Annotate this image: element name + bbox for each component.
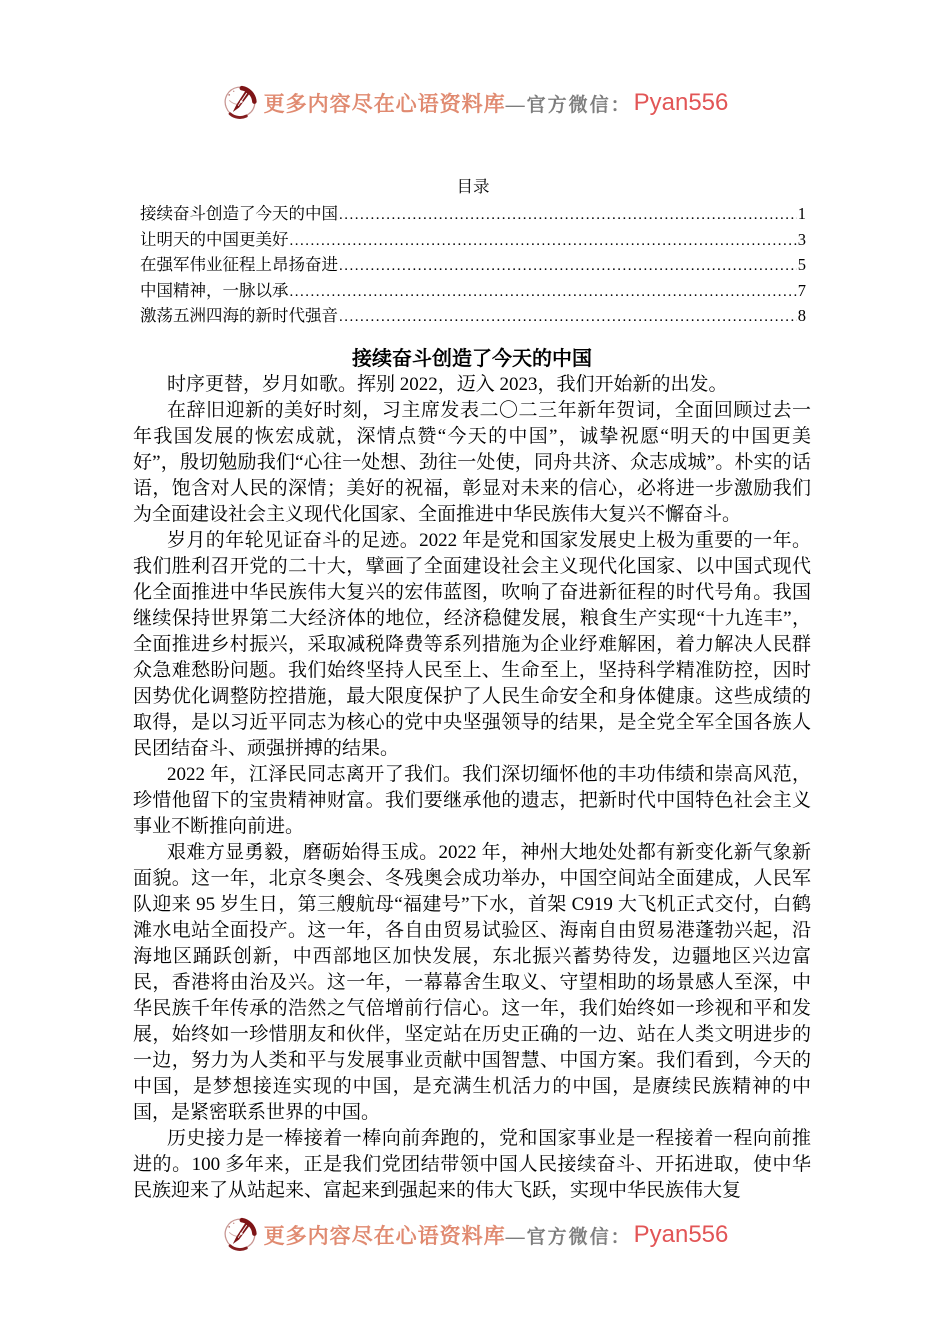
toc-title: 目录	[456, 177, 490, 196]
toc-entry[interactable]	[140, 304, 806, 330]
toc-entry-label[interactable]: 让明天的中国更美好	[140, 229, 289, 249]
toc-entry[interactable]	[140, 202, 806, 228]
toc-dot-leader	[290, 279, 797, 305]
toc-dot-leader	[339, 202, 797, 228]
toc-entry-label[interactable]: 在强军伟业征程上昂扬奋进	[140, 255, 338, 275]
toc-dot-leader	[339, 304, 797, 330]
toc-entry-page: 3	[797, 229, 806, 249]
brand-wechat-id: Pyan556	[633, 1221, 729, 1248]
article-paragraph: 艰难方显勇毅，磨砺始得玉成。2022 年，神州大地处处都有新变化新气象新面貌。这一年，北京冬奥会、冬残奥会成功举办，中国空间站全面建成，人民军队迎来 95 岁生日，第三艘航母“福建号”下水，首架 C919 大飞机正式交付，白鹤滩水电站全面投产。这一年，各自由贸易试验区、海南自由贸易港蓬勃兴起，沿海地区踊跃创新，中西部地区加快发展，东北振兴蓄势待发，边疆地区兴边富民，香港将由治及兴。这一年，一幕幕舍生取义、守望相助的场景感人至深，中华民族千年传承的浩然之气倍增前行信心。这一年，我们始终如一珍视和平和发展，始终如一珍惜朋友和伙伴，坚定站在历史正确的一边、站在人类文明进步的一边，努力为人类和平与发展事业贡献中国智慧、中国方案。我们看到，今天的中国，是梦想接连实现的中国，是充满生机活力的中国，是赓续民族精神的中国，是紧密联系世界的中国。	[133, 842, 811, 1123]
toc-entry[interactable]	[140, 228, 806, 254]
brand-text: 更多内容尽在心语资料库	[263, 92, 506, 116]
header-brand	[0, 84, 950, 122]
pen-nib-logo-icon	[222, 1216, 258, 1254]
pen-nib-logo-icon	[222, 84, 258, 122]
article-paragraph: 岁月的年轮见证奋斗的足迹。2022 年是党和国家发展史上极为重要的一年。我们胜利召开党的二十大，擘画了全面建设社会主义现代化国家、以中国式现代化全面推进中华民族伟大复兴的宏伟蓝图，吹响了奋进新征程的时代号角。我国继续保持世界第二大经济体的地位，经济稳健发展，粮食生产实现“十九连丰”，全面推进乡村振兴，采取减税降费等系列措施为企业纾难解困，着力解决人民群众急难愁盼问题。我们始终坚持人民至上、生命至上，坚持科学精准防控，因时因势优化调整防控措施，最大限度保护了人民生命安全和身体健康。这些成绩的取得，是以习近平同志为核心的党中央坚强领导的结果，是全党全军全国各族人民团结奋斗、顽强拼搏的结果。	[133, 530, 811, 759]
brand-wechat-id: Pyan556	[633, 89, 729, 116]
brand-wechat-label: —官方微信：	[505, 1226, 632, 1248]
toc-entry-label[interactable]: 中国精神，一脉以承	[140, 280, 289, 300]
toc-entry-label[interactable]: 激荡五洲四海的新时代强音	[140, 306, 338, 326]
toc-entry-page: 5	[797, 255, 806, 275]
article-body	[133, 346, 811, 1204]
table-of-contents	[140, 174, 806, 330]
footer-brand	[0, 1216, 950, 1254]
article-paragraph: 时序更替，岁月如歌。挥别 2022，迈入 2023，我们开始新的出发。	[167, 374, 728, 395]
brand-wechat-label: —官方微信：	[505, 94, 632, 116]
toc-entry-page: 1	[797, 204, 806, 223]
article-paragraph: 在辞旧迎新的美好时刻，习主席发表二〇二三年新年贺词，全面回顾过去一年我国发展的恢宏成就，深情点赞“今天的中国”，诚挚祝愿“明天的中国更美好”，殷切勉励我们“心往一处想、劲往一处使，同舟共济、众志成城”。朴实的话语，饱含对人民的深情；美好的祝福，彰显对未来的信心，必将进一步激励我们为全面建设社会主义现代化国家、全面推进中华民族伟大复兴不懈奋斗。	[133, 400, 811, 525]
toc-entry-page: 7	[797, 280, 806, 300]
article-paragraph: 历史接力是一棒接着一棒向前奔跑的，党和国家事业是一程接着一程向前推进的。100 多年来，正是我们党团结带领中国人民接续奋斗、开拓进取，使中华民族迎来了从站起来、富起来到强起来的伟大飞跃，实现中华民族伟大复	[133, 1128, 811, 1201]
toc-dot-leader	[290, 228, 797, 254]
brand-text: 更多内容尽在心语资料库	[263, 1224, 506, 1248]
toc-entry-label[interactable]: 接续奋斗创造了今天的中国	[140, 204, 338, 223]
article-paragraph: 2022 年，江泽民同志离开了我们。我们深切缅怀他的丰功伟绩和崇高风范，珍惜他留下的宝贵精神财富。我们要继承他的遗志，把新时代中国特色社会主义事业不断推向前进。	[133, 764, 811, 837]
toc-entry[interactable]	[140, 279, 806, 305]
toc-dot-leader	[339, 253, 797, 279]
article-title: 接续奋斗创造了今天的中国	[352, 348, 592, 370]
toc-entry-page: 8	[797, 306, 806, 326]
toc-entry[interactable]	[140, 253, 806, 279]
